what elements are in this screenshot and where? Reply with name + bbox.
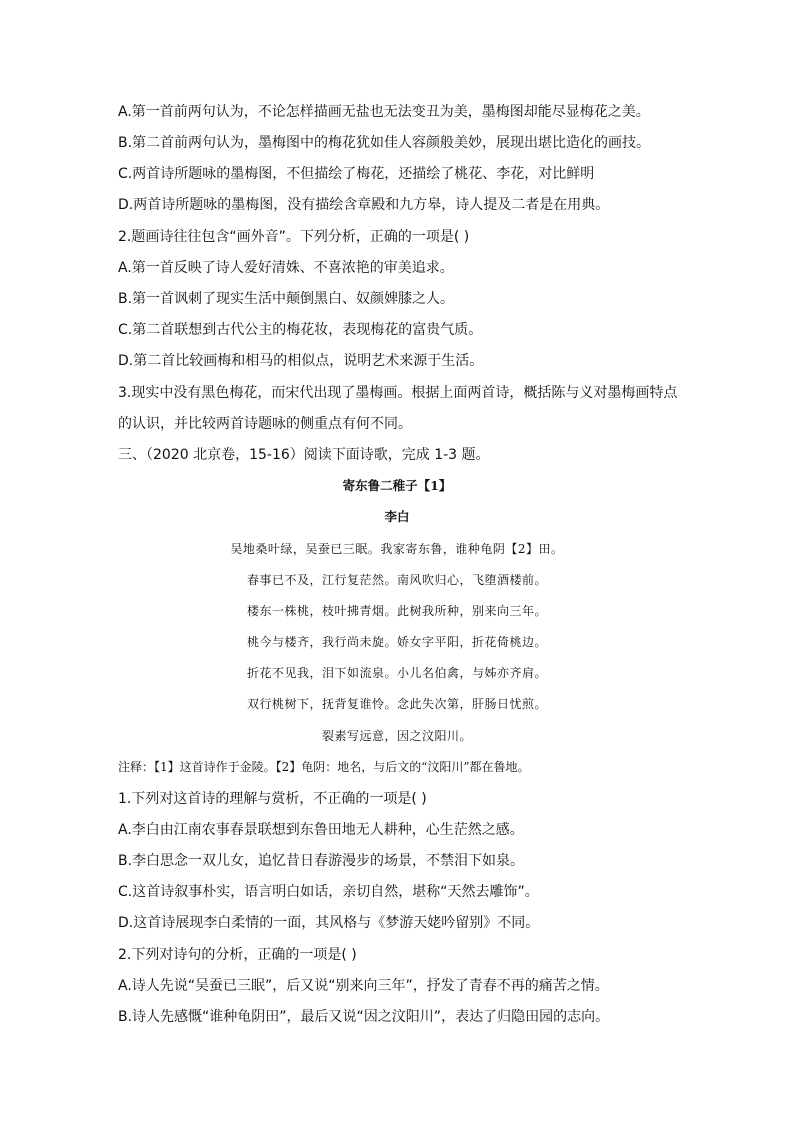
question-3-a-line1: 3.现实中没有黑色梅花，而宋代出现了墨梅画。根据上面两首诗，概括陈与义对墨梅画特点 xyxy=(118,385,678,401)
question-1-b: 1.下列对这首诗的理解与赏析，不正确的一项是( ) xyxy=(118,791,427,807)
q1b-option-d: D.这首诗展现李白柔情的一面，其风格与《梦游天姥吟留别》不同。 xyxy=(118,915,540,931)
q2a-option-c: C.第二首联想到古代公主的梅花妆，表现梅花的富贵气质。 xyxy=(118,322,483,338)
poem-line: 春事已不及，江行复茫然。南风吹归心，飞堕酒楼前。 xyxy=(246,573,547,587)
poem-line: 吴地桑叶绿，吴蚕已三眠。我家寄东鲁，谁种龟阴【2】田。 xyxy=(230,542,564,556)
option-b-prev: B.第二首前两句认为，墨梅图中的梅花犹如佳人容颜般美妙，展现出堪比造化的画技。 xyxy=(118,135,651,151)
poem-line: 裂素写远意，因之汶阳川。 xyxy=(321,729,472,743)
section-heading: 三、（2020 北京卷，15-16）阅读下面诗歌，完成 1-3 题。 xyxy=(118,447,490,463)
poem-author: 李白 xyxy=(384,509,410,524)
poem-line: 桃今与楼齐，我行尚未旋。娇女字平阳，折花倚桃边。 xyxy=(246,635,547,649)
question-2-a: 2.题画诗往往包含“画外音”。下列分析，正确的一项是( ) xyxy=(118,229,470,245)
option-c-prev: C.两首诗所题咏的墨梅图，不但描绘了梅花，还描绘了桃花、李花，对比鲜明 xyxy=(118,166,595,182)
question-2-b: 2.下列对诗句的分析，正确的一项是( ) xyxy=(118,947,357,963)
q1b-option-c: C.这首诗叙事朴实，语言明白如话，亲切自然，堪称“天然去雕饰”。 xyxy=(118,884,539,900)
option-a-prev: A.第一首前两句认为，不论怎样描画无盐也无法变丑为美，墨梅图却能尽显梅花之美。 xyxy=(118,104,650,120)
q2b-option-b: B.诗人先感慨“谁种龟阴田”，最后又说“因之汶阳川”，表达了归隐田园的志向。 xyxy=(118,1009,610,1025)
option-d-prev: D.两首诗所题咏的墨梅图，没有描绘含章殿和九方皋，诗人提及二者是在用典。 xyxy=(118,197,610,213)
poem-title: 寄东鲁二稚子【1】 xyxy=(342,478,452,493)
poem-line: 楼东一株桃，枝叶拂青烟。此树我所种，别来向三年。 xyxy=(246,604,547,618)
q1b-option-b: B.李白思念一双儿女，追忆昔日春游漫步的场景，不禁泪下如泉。 xyxy=(118,853,525,869)
q1b-option-a: A.李白由江南农事春景联想到东鲁田地无人耕种，心生茫然之感。 xyxy=(118,822,524,838)
poem-line: 双行桃树下，抚背复谁怜。念此失次第，肝肠日忧煎。 xyxy=(246,697,547,711)
poem-notes: 注释：【1】这首诗作于金陵。【2】龟阴：地名，与后文的“汶阳川”都在鲁地。 xyxy=(118,760,530,774)
q2a-option-a: A.第一首反映了诗人爱好清姝、不喜浓艳的审美追求。 xyxy=(118,260,454,276)
q2b-option-a: A.诗人先说“吴蚕已三眠”，后又说“别来向三年”，抒发了青春不再的痛苦之情。 xyxy=(118,978,609,994)
q2a-option-d: D.第二首比较画梅和相马的相似点，说明艺术来源于生活。 xyxy=(118,353,484,369)
question-3-a-line2: 的认识，并比较两首诗题咏的侧重点有何不同。 xyxy=(118,416,412,432)
poem-line: 折花不见我，泪下如流泉。小儿名伯禽，与姊亦齐肩。 xyxy=(246,666,547,680)
q2a-option-b: B.第一首讽刺了现实生活中颠倒黑白、奴颜婢膝之人。 xyxy=(118,291,455,307)
